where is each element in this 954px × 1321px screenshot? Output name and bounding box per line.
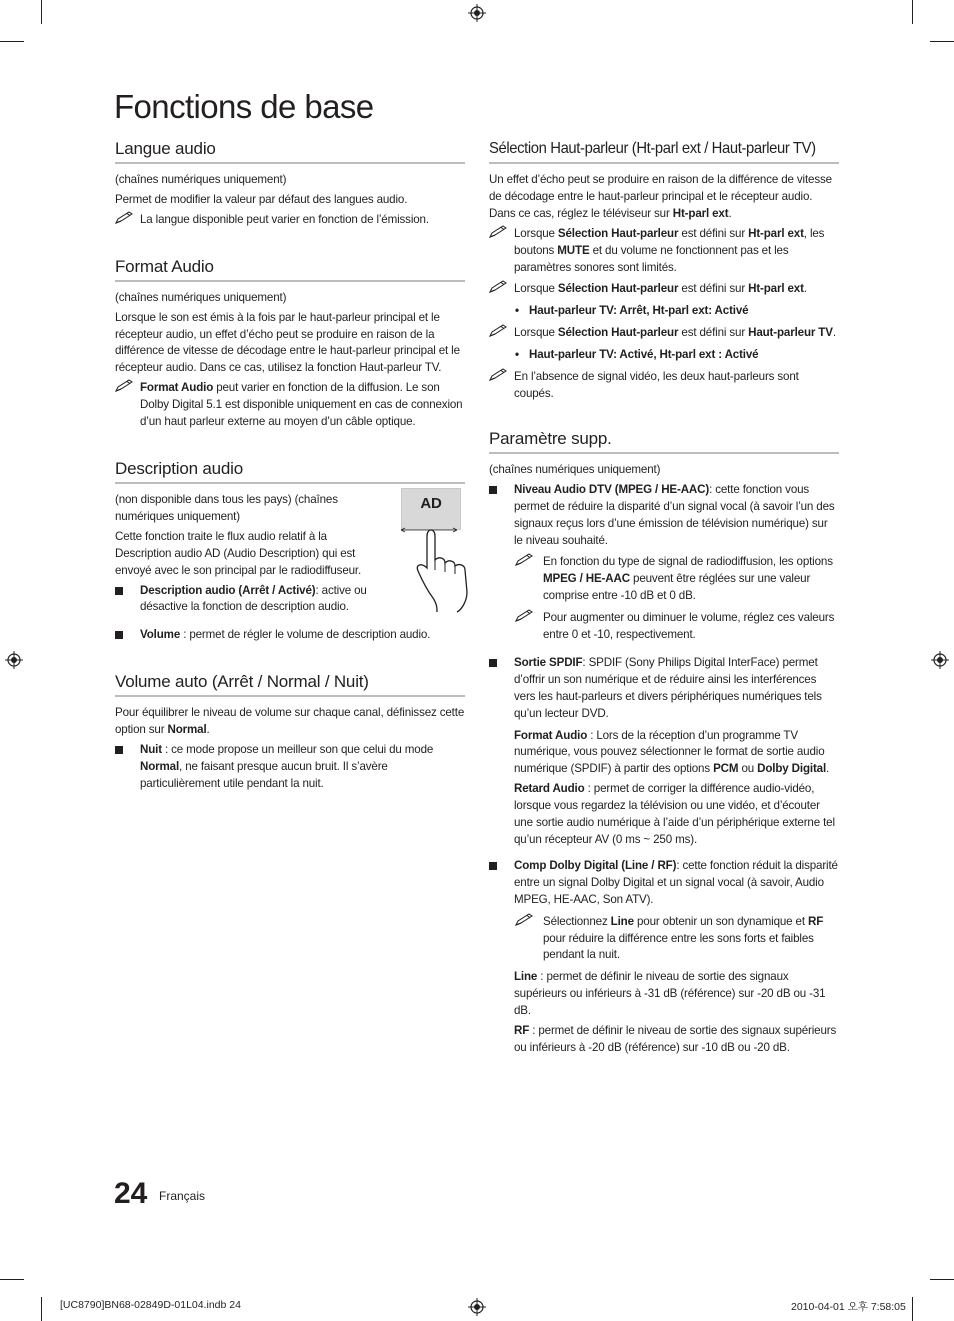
note: Sélectionnez Line pour obtenir un son dynamique et RF pour réduire la différence entre les sons forts et faibles pendant la nuit. [489,914,839,965]
note-pencil-icon [489,225,509,239]
note-bold: Format Audio [140,381,214,395]
list-item: Sortie SPDIF: SPDIF (Sony Philips Digital InterFace) permet d’offrir un son numérique et de réduire ainsi les interférences vers les haut-parleurs et divers périphériques numériques tels qu’un lecteur DVD. [489,655,839,723]
note: En fonction du type de signal de radiodiffusion, les options MPEG / HE-AAC peuvent être réglées sur une valeur comprise entre -10 dB et 0 dB. [489,554,839,605]
print-footer-date: 2010-04-01 오후 7:58:05 [791,1301,906,1313]
note-text: Pour augmenter ou diminuer le volume, réglez ces valeurs entre 0 et -10, respectivement. [543,611,835,642]
note: Lorsque Sélection Haut-parleur est défini sur Ht-parl ext. [489,281,839,298]
section-rule [489,162,839,164]
note [489,369,839,403]
registration-mark-icon [931,651,949,669]
section-rule [115,482,465,484]
section-title-format-audio: Format Audio [115,256,214,276]
section-title-parametre-supp: Paramètre supp. [489,428,612,448]
note-text: En l’absence de signal vidéo, les deux haut-parleurs sont coupés. [514,370,799,400]
paragraph: Permet de modifier la valeur par défaut des langues audio. [115,192,408,206]
note-pencil-icon [115,211,135,225]
paragraph: Cette fonction traite le flux audio relatif à la Description audio AD (Audio Description) qui est envoyé avec le son principal par le radiodiffuseur. [115,529,362,577]
list-item: Comp Dolby Digital (Line / RF): cette fonction réduit la disparité entre un signal Dolby Digital et un signal vocal (à savoir, Audio MPEG, HE-AAC, Son ATV). [489,858,839,909]
crop-mark [930,41,954,42]
left-column [115,138,465,798]
list-item [115,583,465,617]
sub-paragraph: RF : permet de définir le niveau de sortie des signaux supérieurs ou inférieurs à -20 dB (référence) sur -10 dB ou -20 dB. [514,1024,837,1054]
paragraph: Pour équilibrer le niveau de volume sur chaque canal, définissez cette option sur Normal. [115,706,465,737]
section-title-selection-haut-parleur: Sélection Haut-parleur (Ht-parl ext / Haut-parleur TV) [489,140,816,157]
note-text: peut varier en fonction de la diffusion. Le son Dolby Digital 5.1 est disponible uniquement en cas de connexion d’un haut parleur externe au moyen d’un câble optique. [140,381,463,429]
note-pencil-icon [489,324,509,338]
registration-mark-icon [5,651,23,669]
paragraph: (chaînes numériques uniquement) [115,290,287,304]
note-pencil-icon [115,379,135,393]
section-rule [115,280,465,282]
section-title-description-audio: Description audio [115,458,243,478]
registration-mark-icon [468,4,486,22]
bullet-item: • Haut-parleur TV: Activé, Ht-parl ext : Activé [489,347,839,364]
section-rule [115,695,465,697]
paragraph: (chaînes numériques uniquement) [115,173,287,186]
note-pencil-icon [515,913,535,927]
list-item-bold: Description audio (Arrêt / Activé) [140,583,316,597]
paragraph: (non disponible dans tous les pays) (chaînes numériques uniquement) [115,492,338,523]
crop-mark [912,1297,913,1321]
note-pencil-icon [489,368,509,382]
crop-mark [41,1297,42,1321]
section-title-langue-audio: Langue audio [115,139,216,158]
page-title: Fonctions de base [114,88,374,125]
note [115,212,465,229]
paragraph: Un effet d’écho peut se produire en raison de la différence de vitesse de décodage entre le haut-parleur principal et le récepteur audio. Dans ce cas, réglez le téléviseur sur Ht-parl ext. [489,173,832,220]
right-column [489,138,839,1060]
paragraph: (chaînes numériques uniquement) [489,462,661,476]
bullet-item: • Haut-parleur TV: Arrêt, Ht-parl ext: Activé [489,303,839,320]
crop-mark [41,0,42,24]
list-item-text: : permet de régler le volume de description audio. [180,628,431,642]
note: Lorsque Sélection Haut-parleur est défini sur Ht-parl ext, les boutons MUTE et du volume ne fonctionnent pas et les paramètres sonores sont limités. [489,226,839,277]
list-item: Nuit : ce mode propose un meilleur son que celui du mode Normal, ne faisant presque aucun bruit. Il s’avère particulièrement utile pendant la nuit. [115,742,465,793]
note-pencil-icon [515,553,535,567]
page-number: 24 [114,1177,148,1210]
paragraph: Lorsque le son est émis à la fois par le haut-parleur principal et le récepteur audio, un effet d’écho peut se produire en raison de la différence de vitesse de décodage entre le haut-parleur principal et le récepteur audio. Dans ce cas, utilisez la fonction Haut-parleur TV. [115,310,460,375]
crop-mark [930,1279,954,1280]
sub-paragraph: Format Audio : Lors de la réception d’un programme TV numérique, vous pouvez sélectionner le format de sortie audio numérique (SPDIF) à partir des options PCM ou Dolby Digital. [514,728,830,776]
note [489,610,839,644]
list-item: Niveau Audio DTV (MPEG / HE-AAC): cette fonction vous permet de réduire la disparité d’un signal vocal (à savoir l’un des signaux reçus lors d’une émission de télévision numérique) sur le niveau souhaité. [489,482,839,550]
note: Lorsque Sélection Haut-parleur est défini sur Haut-parleur TV. [489,325,839,342]
section-rule [115,162,465,164]
note-text: La langue disponible peut varier en fonction de l’émission. [140,212,429,226]
sub-paragraph: Line : permet de définir le niveau de sortie des signaux supérieurs ou inférieurs à -31 dB (référence) sur -20 dB ou -31 dB. [514,970,826,1018]
registration-mark-icon [468,1298,486,1316]
section-title-volume-auto: Volume auto (Arrêt / Normal / Nuit) [115,672,369,692]
section-rule [489,452,839,454]
print-footer-file: [UC8790]BN68-02849D-01L04.indb 24 [60,1299,241,1311]
page-language: Français [159,1189,206,1203]
crop-mark [0,1279,24,1280]
list-item-bold: Volume [140,628,181,642]
note [115,380,465,431]
sub-paragraph: Retard Audio : permet de corriger la différence audio-vidéo, lorsque vous regardez la télévision ou une vidéo, et d’écouter une sortie audio numérique à l’aide d’un périphérique externe tel qu’un récepteur AV (0 ms ~ 250 ms). [514,782,835,846]
note-pencil-icon [515,609,535,623]
list-item [115,627,465,644]
crop-mark [912,0,913,24]
note-pencil-icon [489,280,509,294]
ad-label: AD [420,494,442,512]
crop-mark [0,41,24,42]
list-item-text: : active ou désactive la fonction de description audio. [140,583,367,614]
